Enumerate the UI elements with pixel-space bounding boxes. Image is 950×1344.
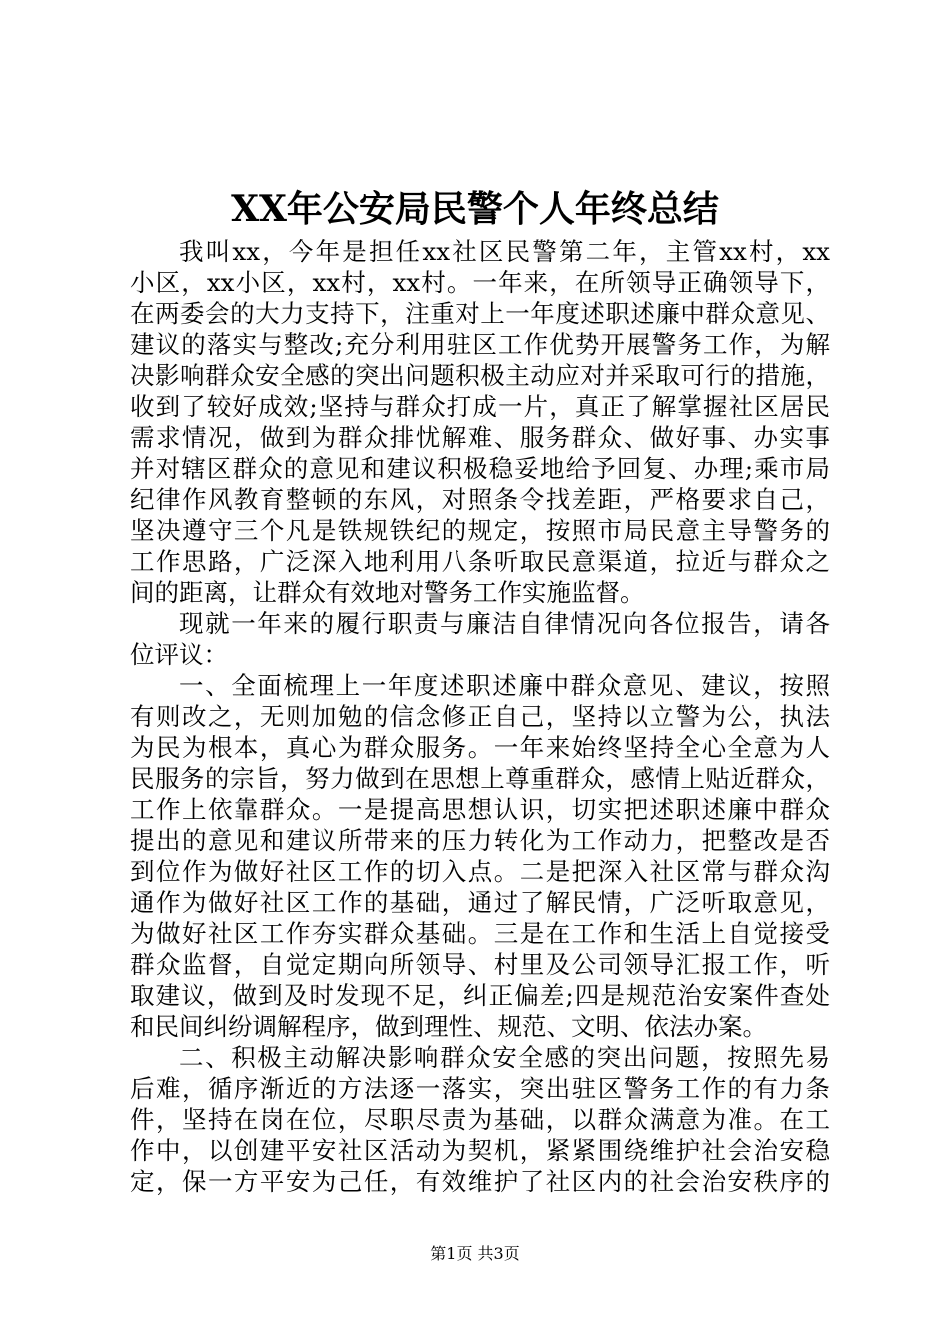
text-line: 我叫xx，今年是担任xx社区民警第二年，主管xx村，xx bbox=[179, 237, 830, 266]
text-line: 通作为做好社区工作的基础，通过了解民情，广泛听取意见， bbox=[130, 888, 830, 917]
text-line: 小区，xx小区，xx村，xx村。一年来，在所领导正确领导下， bbox=[130, 268, 830, 297]
text-line: 到位作为做好社区工作的切入点。二是把深入社区常与群众沟 bbox=[130, 857, 830, 886]
text-line: 在两委会的大力支持下，注重对上一年度述职述廉中群众意见、 bbox=[130, 299, 830, 328]
text-line: 提出的意见和建议所带来的压力转化为工作动力，把整改是否 bbox=[130, 826, 830, 855]
text-line: 决影响群众安全感的突出问题积极主动应对并采取可行的措施， bbox=[130, 361, 830, 390]
text-line: 定，保一方平安为己任，有效维护了社区内的社会治安秩序的 bbox=[130, 1167, 830, 1196]
text-line: 纪律作风教育整顿的东风，对照条令找差距，严格要求自己， bbox=[130, 485, 830, 514]
text-line: 有则改之，无则加勉的信念修正自己，坚持以立警为公，执法 bbox=[130, 702, 830, 731]
text-line: 间的距离，让群众有效地对警务工作实施监督。 bbox=[130, 578, 645, 607]
text-line: 建议的落实与整改;充分利用驻区工作优势开展警务工作，为解 bbox=[130, 330, 830, 359]
text-line: 收到了较好成效;坚持与群众打成一片，真正了解掌握社区居民 bbox=[130, 392, 830, 421]
document-body bbox=[130, 236, 830, 1197]
document-title: XX年公安局民警个人年终总结 bbox=[231, 188, 719, 230]
text-line: 现就一年来的履行职责与廉洁自律情况向各位报告，请各 bbox=[179, 609, 830, 638]
text-line: 为做好社区工作夯实群众基础。三是在工作和生活上自觉接受 bbox=[130, 919, 830, 948]
text-line: 位评议： bbox=[130, 640, 228, 669]
text-line: 民服务的宗旨，努力做到在思想上尊重群众，感情上贴近群众， bbox=[130, 764, 830, 793]
text-line: 工作思路，广泛深入地利用八条听取民意渠道，拉近与群众之 bbox=[130, 547, 830, 576]
page-footer: 第1页 共3页 bbox=[430, 1244, 520, 1263]
text-line: 坚决遵守三个凡是铁规铁纪的规定，按照市局民意主导警务的 bbox=[130, 516, 830, 545]
text-line: 和民间纠纷调解程序，做到理性、规范、文明、依法办案。 bbox=[130, 1012, 767, 1041]
text-line: 工作上依靠群众。一是提高思想认识，切实把述职述廉中群众 bbox=[130, 795, 830, 824]
text-line: 后难，循序渐近的方法逐一落实，突出驻区警务工作的有力条 bbox=[130, 1074, 830, 1103]
text-line: 二、积极主动解决影响群众安全感的突出问题，按照先易 bbox=[179, 1043, 830, 1072]
text-line: 取建议，做到及时发现不足，纠正偏差;四是规范治安案件查处 bbox=[130, 981, 830, 1010]
text-line: 作中，以创建平安社区活动为契机，紧紧围绕维护社会治安稳 bbox=[130, 1136, 830, 1165]
text-line: 一、全面梳理上一年度述职述廉中群众意见、建议，按照 bbox=[179, 671, 830, 700]
text-line: 件，坚持在岗在位，尽职尽责为基础，以群众满意为准。在工 bbox=[130, 1105, 830, 1134]
text-line: 群众监督，自觉定期向所领导、村里及公司领导汇报工作，听 bbox=[130, 950, 830, 979]
text-line: 需求情况，做到为群众排忧解难、服务群众、做好事、办实事 bbox=[130, 423, 830, 452]
text-line: 为民为根本，真心为群众服务。一年来始终坚持全心全意为人 bbox=[130, 733, 830, 762]
text-line: 并对辖区群众的意见和建议积极稳妥地给予回复、办理;乘市局 bbox=[130, 454, 830, 483]
